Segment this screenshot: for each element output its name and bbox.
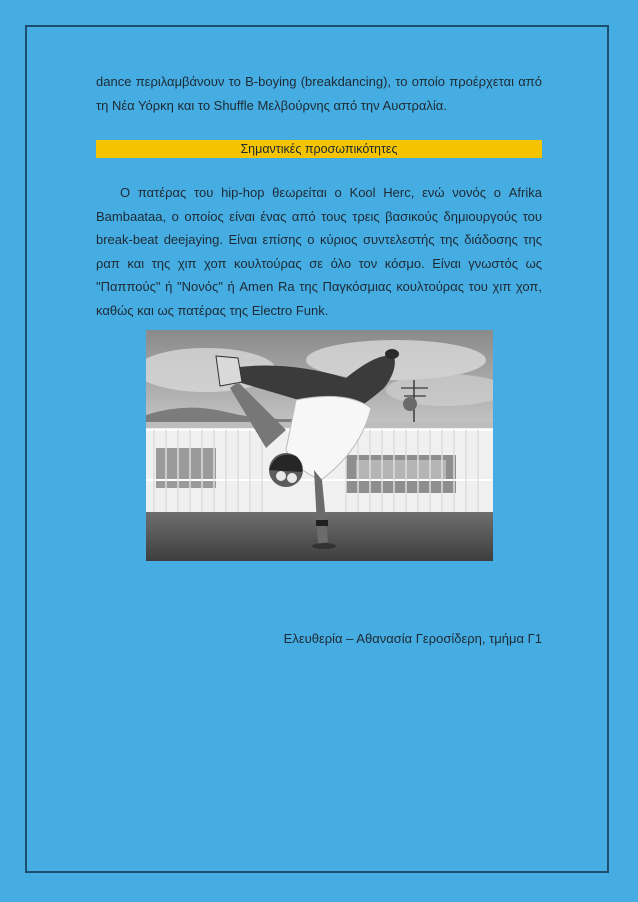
body-paragraph: Ο πατέρας του hip-hop θεωρείται ο Kool Herc, ενώ νονός ο Afrika Bambaataa, ο οποίος είναι ένας από τους τρεις βασικούς δημιουργούς του break-beat deejaying. Είναι επίσης ο κύριος συντελεστής της διάδοσης της ραπ και της χιπ χοπ κουλτούρας σε όλο τον κόσμο. Είναι γνωστός ως "Παππούς" ή "Νονός" ή Amen Ra της Παγκόσμιας κουλτούρας του χιπ χοπ, καθώς και ως πατέρας της Electro Funk. bbox=[96, 185, 542, 318]
section-heading: Σημαντικές προσωπικότητες bbox=[96, 140, 542, 158]
author-caption: Ελευθερία – Αθανασία Γεροσίδερη, τμήμα Γ1 bbox=[283, 631, 542, 646]
intro-paragraph: dance περιλαμβάνουν το B-boying (breakdancing), το οποίο προέρχεται από τη Νέα Υόρκη και το Shuffle Μελβούρνης από την Αυστραλία. bbox=[96, 74, 542, 113]
breakdancer-photo bbox=[146, 330, 493, 561]
